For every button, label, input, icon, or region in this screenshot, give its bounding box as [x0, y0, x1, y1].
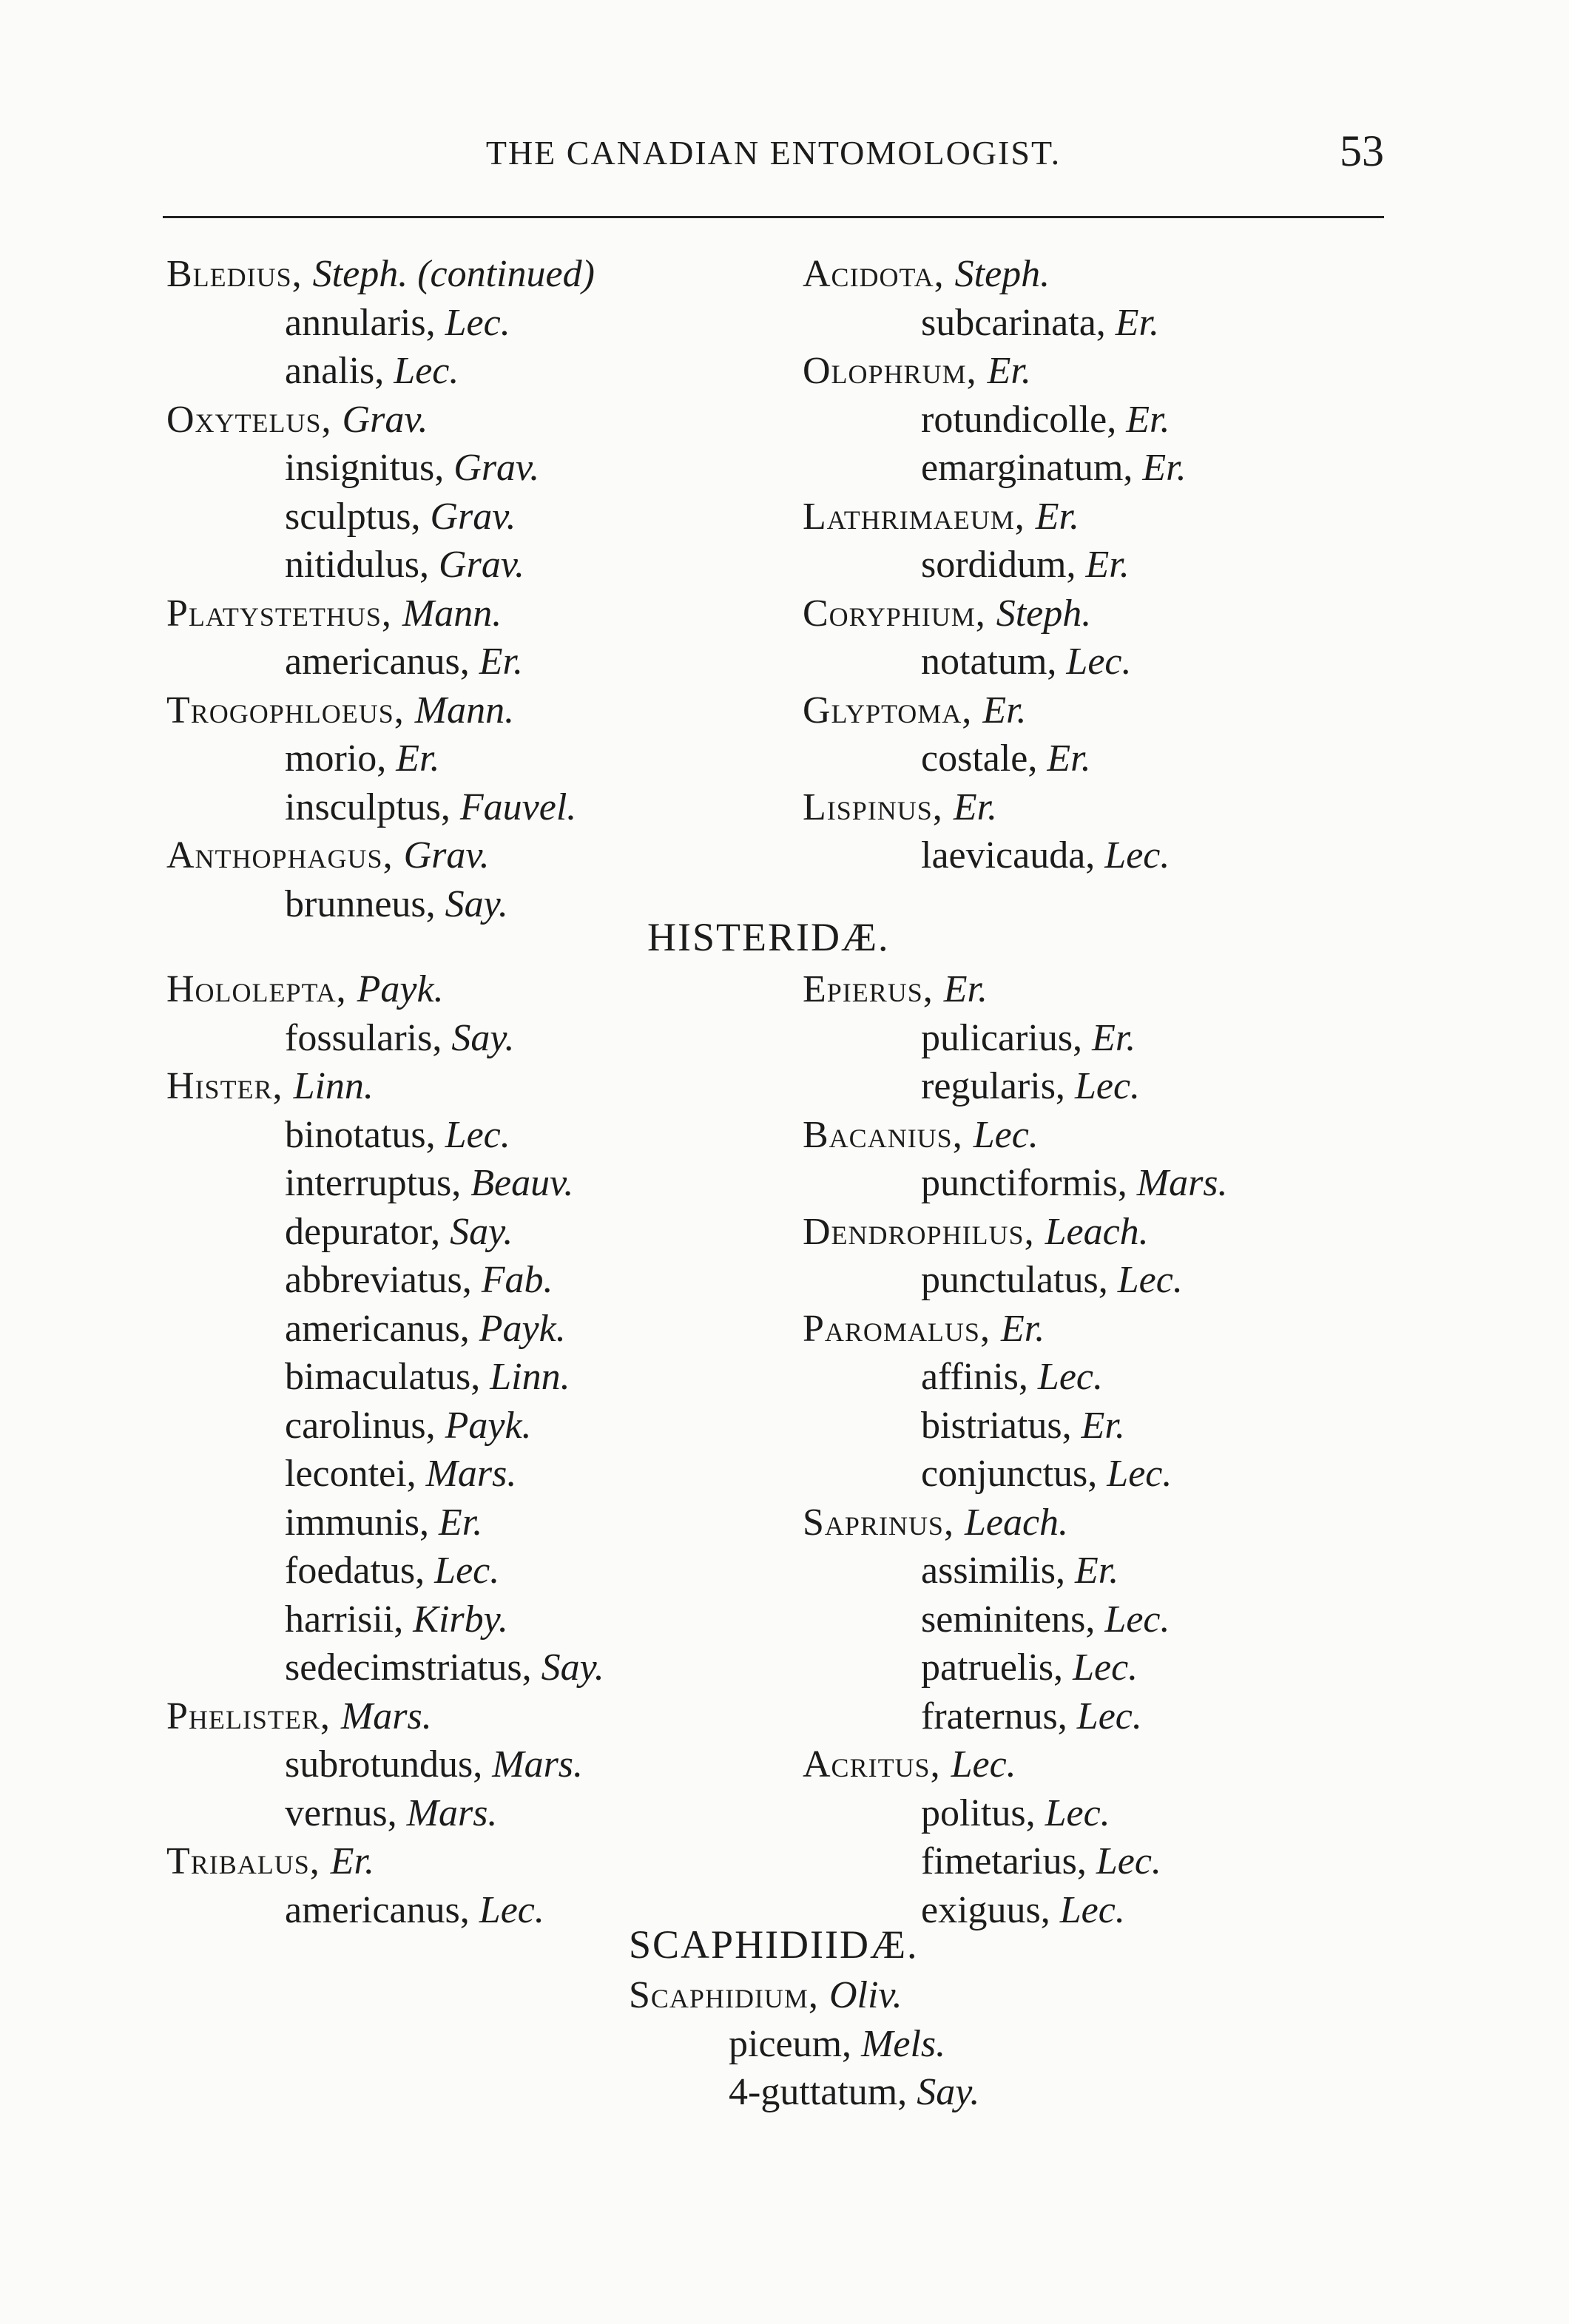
species-entry: [921, 1646, 1138, 1689]
genus-entry: [166, 1842, 374, 1881]
author-name: Grav.: [453, 447, 540, 489]
author-name: Er.: [1000, 1307, 1045, 1350]
author-name: Er.: [439, 1501, 483, 1544]
author-name: Mann.: [414, 689, 515, 732]
author-name: Lec.: [1037, 1356, 1103, 1398]
species-name: sordidum,: [921, 544, 1086, 586]
author-name: Lec.: [1073, 1646, 1138, 1689]
author-name: Kirby.: [413, 1598, 508, 1641]
genus-entry: [803, 255, 1050, 294]
species-name: nitidulus,: [285, 544, 439, 586]
family-heading: HISTERIDÆ.: [647, 915, 890, 959]
species-name: piceum,: [729, 2022, 862, 2065]
genus-entry: [166, 834, 490, 876]
species-name: annularis,: [285, 301, 445, 344]
species-name: affinis,: [921, 1356, 1038, 1398]
species-entry: [921, 834, 1170, 876]
page-header: [163, 118, 1384, 178]
author-name: Steph. (continued): [312, 253, 595, 295]
species-name: rotundicolle,: [921, 398, 1127, 441]
author-name: Er.: [1142, 447, 1187, 489]
author-name: Payk.: [479, 1307, 566, 1350]
species-name: lecontei,: [285, 1453, 426, 1495]
author-name: Lec.: [1107, 1453, 1172, 1495]
species-entry: [729, 2073, 979, 2112]
genus-entry: [803, 788, 997, 827]
genus-entry: [803, 1743, 1016, 1786]
genus-name: Hololepta,: [166, 968, 357, 1010]
author-name: Lec.: [445, 1113, 510, 1156]
author-name: Lec.: [1066, 641, 1132, 683]
author-name: Mars.: [1136, 1162, 1228, 1204]
author-name: Lec.: [1117, 1259, 1183, 1301]
author-name: Lec.: [445, 301, 510, 344]
species-entry: [921, 398, 1170, 441]
genus-entry: [166, 255, 595, 294]
author-name: Er.: [987, 350, 1031, 392]
author-name: Lec.: [1076, 1695, 1142, 1737]
species-entry: [921, 643, 1132, 681]
author-name: Lec.: [1096, 1840, 1161, 1882]
species-name: bistriatus,: [921, 1404, 1082, 1447]
author-name: Lec.: [973, 1113, 1039, 1156]
author-name: Mann.: [402, 592, 502, 635]
genus-name: Tribalus,: [166, 1840, 331, 1882]
author-name: Beauv.: [470, 1162, 574, 1204]
species-name: analis,: [285, 350, 394, 392]
genus-entry: [803, 1501, 1069, 1544]
author-name: Lec.: [1104, 1598, 1170, 1641]
author-name: Say.: [541, 1646, 604, 1689]
species-name: sedecimstriatus,: [285, 1646, 541, 1689]
species-entry: [921, 1016, 1136, 1059]
species-name: laevicauda,: [921, 834, 1105, 876]
author-name: Lec.: [479, 1888, 544, 1931]
species-entry: [285, 301, 510, 344]
species-name: carolinus,: [285, 1404, 445, 1447]
genus-entry: [803, 1113, 1039, 1156]
species-name: interruptus,: [285, 1162, 471, 1204]
species-entry: [285, 1164, 573, 1203]
author-name: Er.: [1115, 301, 1160, 344]
author-name: Er.: [982, 689, 1027, 732]
genus-name: Epierus,: [803, 968, 944, 1010]
species-name: americanus,: [285, 1888, 479, 1931]
author-name: Grav.: [342, 398, 428, 441]
species-name: bimaculatus,: [285, 1356, 490, 1398]
species-name: insculptus,: [285, 786, 460, 828]
genus-name: Platystethus,: [166, 592, 402, 635]
author-name: Grav.: [403, 834, 490, 876]
species-entry: [285, 1016, 515, 1059]
species-entry: [921, 449, 1187, 487]
species-entry: [285, 1261, 553, 1300]
author-name: Mels.: [861, 2022, 946, 2065]
species-name: brunneus,: [285, 882, 445, 925]
genus-entry: [166, 970, 444, 1009]
genus-entry: [803, 970, 988, 1009]
genus-name: Glyptoma,: [803, 689, 983, 732]
genus-name: Lispinus,: [803, 786, 954, 828]
species-entry: [285, 1455, 516, 1493]
author-name: Er.: [1047, 737, 1091, 780]
species-entry: [921, 1358, 1103, 1396]
genus-entry: [803, 592, 1092, 635]
genus-name: Coryphium,: [803, 592, 996, 635]
genus-entry: [629, 1976, 902, 2015]
species-name: sculptus,: [285, 495, 431, 538]
species-entry: [921, 1695, 1142, 1737]
species-name: fossularis,: [285, 1016, 452, 1059]
species-name: regularis,: [921, 1065, 1075, 1107]
genus-name: Olophrum,: [803, 350, 988, 392]
genus-entry: [166, 1067, 374, 1106]
author-name: Er.: [1126, 398, 1170, 441]
genus-name: Dendrophilus,: [803, 1210, 1045, 1253]
species-name: punctiformis,: [921, 1162, 1137, 1204]
author-name: Er.: [943, 968, 988, 1010]
genus-name: Acritus,: [803, 1743, 951, 1786]
species-name: binotatus,: [285, 1113, 445, 1156]
species-name: fraternus,: [921, 1695, 1077, 1737]
author-name: Lec.: [1104, 834, 1170, 876]
author-name: Lec.: [1045, 1791, 1110, 1834]
author-name: Linn.: [490, 1356, 570, 1398]
species-entry: [285, 449, 539, 487]
species-name: immunis,: [285, 1501, 439, 1544]
species-name: 4-guttatum,: [729, 2071, 917, 2113]
species-entry: [285, 643, 523, 681]
species-name: morio,: [285, 737, 397, 780]
species-entry: [285, 1358, 570, 1396]
species-entry: [921, 1455, 1172, 1493]
author-name: Linn.: [293, 1065, 374, 1107]
genus-name: Scaphidium,: [629, 1974, 829, 2016]
author-name: Lec.: [1074, 1065, 1141, 1107]
species-name: assimilis,: [921, 1550, 1076, 1592]
species-entry: [285, 788, 576, 827]
species-entry: [285, 1791, 498, 1834]
species-entry: [285, 882, 508, 925]
species-entry: [285, 1646, 604, 1689]
author-name: Leach.: [964, 1501, 1069, 1544]
species-entry: [921, 1067, 1140, 1106]
author-name: Er.: [1075, 1550, 1119, 1592]
species-entry: [921, 1552, 1118, 1590]
species-name: americanus,: [285, 1307, 479, 1350]
author-name: Leach.: [1045, 1210, 1149, 1253]
species-name: conjunctus,: [921, 1453, 1107, 1495]
genus-name: Bacanius,: [803, 1113, 974, 1156]
header-rule: [163, 216, 1384, 218]
author-name: Fab.: [481, 1259, 553, 1301]
genus-entry: [166, 592, 502, 635]
author-name: Lec.: [394, 350, 459, 392]
author-name: Grav.: [439, 544, 525, 586]
author-name: Oliv.: [829, 1974, 902, 2016]
species-entry: [921, 1261, 1183, 1300]
species-name: punctulatus,: [921, 1259, 1118, 1301]
genus-name: Saprinus,: [803, 1501, 965, 1544]
species-name: notatum,: [921, 641, 1067, 683]
species-name: vernus,: [285, 1791, 407, 1834]
genus-name: Oxytelus,: [166, 398, 343, 441]
author-name: Steph.: [954, 253, 1050, 295]
family-heading: SCAPHIDIIDÆ.: [629, 1922, 919, 1967]
author-name: Say.: [917, 2071, 980, 2113]
species-entry: [285, 352, 459, 391]
author-name: Mars.: [425, 1453, 517, 1495]
author-name: Steph.: [996, 592, 1092, 635]
species-name: harrisii,: [285, 1598, 414, 1641]
species-entry: [921, 1791, 1110, 1834]
author-name: Payk.: [357, 968, 444, 1010]
species-name: emarginatum,: [921, 447, 1143, 489]
species-entry: [285, 1888, 544, 1931]
author-name: Grav.: [430, 495, 516, 538]
species-name: costale,: [921, 737, 1047, 780]
species-name: subrotundus,: [285, 1743, 493, 1786]
species-entry: [729, 2022, 946, 2065]
species-entry: [921, 301, 1160, 344]
species-name: exiguus,: [921, 1888, 1060, 1931]
author-name: Er.: [953, 786, 998, 828]
species-entry: [921, 1888, 1125, 1931]
species-name: abbreviatus,: [285, 1259, 482, 1301]
species-name: subcarinata,: [921, 301, 1116, 344]
genus-entry: [166, 398, 428, 441]
species-name: politus,: [921, 1791, 1045, 1834]
species-entry: [285, 546, 524, 584]
author-name: Mars.: [406, 1791, 498, 1834]
genus-entry: [803, 352, 1031, 391]
genus-entry: [166, 1695, 432, 1737]
species-name: insignitus,: [285, 447, 454, 489]
species-entry: [921, 1842, 1161, 1881]
genus-entry: [803, 495, 1080, 538]
running-title: THE CANADIAN ENTOMOLOGIST.: [485, 134, 1062, 172]
species-name: americanus,: [285, 641, 479, 683]
author-name: Say.: [450, 1210, 513, 1253]
genus-name: Lathrimaeum,: [803, 495, 1036, 538]
species-entry: [285, 1404, 532, 1447]
genus-name: Trogophloeus,: [166, 689, 415, 732]
genus-name: Phelister,: [166, 1695, 341, 1737]
species-entry: [285, 737, 440, 780]
genus-name: Anthophagus,: [166, 834, 404, 876]
genus-name: Bledius,: [166, 253, 313, 295]
author-name: Say.: [445, 882, 508, 925]
author-name: Mars.: [340, 1695, 432, 1737]
species-name: fimetarius,: [921, 1840, 1096, 1882]
species-entry: [285, 1210, 513, 1253]
author-name: Mars.: [492, 1743, 584, 1786]
species-entry: [921, 546, 1130, 584]
species-entry: [921, 1404, 1125, 1447]
species-entry: [285, 495, 516, 538]
species-entry: [285, 1598, 508, 1641]
species-name: pulicarius,: [921, 1016, 1093, 1059]
author-name: Er.: [1035, 495, 1080, 538]
genus-entry: [166, 689, 515, 732]
genus-name: Paromalus,: [803, 1307, 1001, 1350]
species-entry: [921, 1164, 1228, 1203]
author-name: Fauvel.: [459, 786, 577, 828]
species-entry: [285, 1743, 584, 1786]
genus-name: Hister,: [166, 1065, 294, 1107]
genus-entry: [803, 1307, 1045, 1350]
species-entry: [285, 1113, 510, 1156]
author-name: Er.: [1085, 544, 1130, 586]
species-name: depurator,: [285, 1210, 451, 1253]
species-entry: [921, 1598, 1170, 1641]
species-entry: [285, 1307, 566, 1350]
author-name: Er.: [330, 1840, 375, 1882]
species-entry: [285, 1552, 499, 1590]
author-name: Er.: [479, 641, 524, 683]
author-name: Er.: [396, 737, 440, 780]
species-entry: [285, 1501, 483, 1544]
author-name: Payk.: [445, 1404, 532, 1447]
genus-entry: [803, 689, 1027, 732]
species-name: seminitens,: [921, 1598, 1105, 1641]
author-name: Er.: [1092, 1016, 1136, 1059]
genus-entry: [803, 1210, 1149, 1253]
author-name: Lec.: [951, 1743, 1016, 1786]
species-name: patruelis,: [921, 1646, 1073, 1689]
genus-name: Acidota,: [803, 253, 955, 295]
page-number: 53: [1340, 126, 1384, 175]
author-name: Lec.: [1059, 1888, 1125, 1931]
author-name: Say.: [451, 1016, 515, 1059]
author-name: Lec.: [434, 1550, 500, 1592]
author-name: Er.: [1081, 1404, 1125, 1447]
species-name: foedatus,: [285, 1550, 435, 1592]
species-entry: [921, 737, 1091, 780]
